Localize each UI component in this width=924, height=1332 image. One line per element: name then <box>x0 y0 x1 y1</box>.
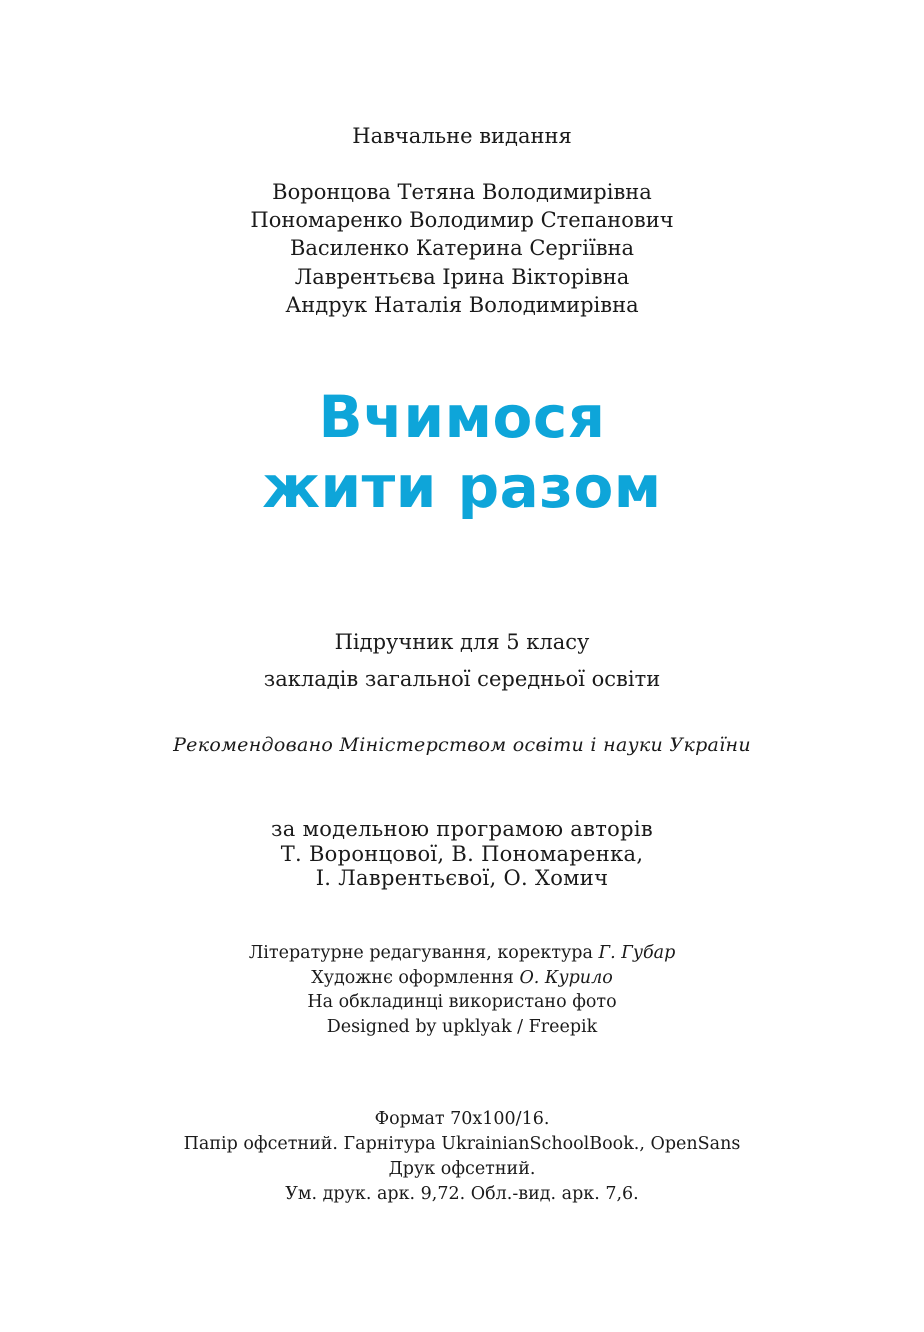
editing-name: Г. Губар <box>598 943 676 963</box>
program-authors <box>0 817 924 891</box>
design-name: О. Курило <box>519 967 613 988</box>
edition-type-text: Навчальне видання <box>352 124 572 148</box>
author-name: Пономаренко Володимир Степанович <box>250 208 674 233</box>
imprint <box>0 1107 924 1207</box>
cover-photo-note: На обкладинці використано фото <box>307 992 617 1012</box>
program-line-1: за модельною програмою авторів <box>271 817 653 841</box>
edition-type <box>0 122 924 150</box>
author-name: Воронцова Тетяна Володимирівна <box>272 180 652 204</box>
book-subtitle <box>0 624 924 698</box>
imprint-format: Формат 70x100/16. <box>374 1109 550 1129</box>
subtitle-line-1: Підручник для 5 класу <box>334 630 590 654</box>
editing-credit <box>0 941 924 966</box>
book-title <box>0 382 924 522</box>
program-line-2: Т. Воронцової, В. Пономаренка, <box>280 841 644 866</box>
recommendation-text: Рекомендовано Міністерством освіти і науки України <box>173 734 751 756</box>
cover-photo-credit: Designed by upklyak / Freepik <box>326 1016 598 1037</box>
author-name: Василенко Катерина Сергіївна <box>289 236 635 261</box>
book-title-line-1: Вчимося <box>318 383 606 451</box>
author-name: Андрук Наталія Володимирівна <box>285 292 639 317</box>
recommendation-note <box>0 731 924 759</box>
imprint-print: Друк офсетний. <box>388 1159 536 1179</box>
editing-label: Літературне редагування, коректура <box>248 943 593 963</box>
design-label: Художнє оформлення <box>311 967 514 988</box>
subtitle-line-2: закладів загальної середньої освіти <box>263 667 661 691</box>
imprint-paper: Папір офсетний. Гарнітура UkrainianSchoolBook., OpenSans <box>183 1134 741 1154</box>
program-line-3: І. Лаврентьєвої, О. Хомич <box>315 866 609 890</box>
book-title-line-2: жити разом <box>262 453 662 521</box>
authors-list <box>0 178 924 319</box>
design-credit <box>0 966 924 991</box>
credits <box>0 941 924 1039</box>
imprint-sheets: Ум. друк. арк. 9,72. Обл.-вид. арк. 7,6. <box>285 1184 639 1204</box>
author-name: Лаврентьєва Ірина Вікторівна <box>294 264 630 289</box>
